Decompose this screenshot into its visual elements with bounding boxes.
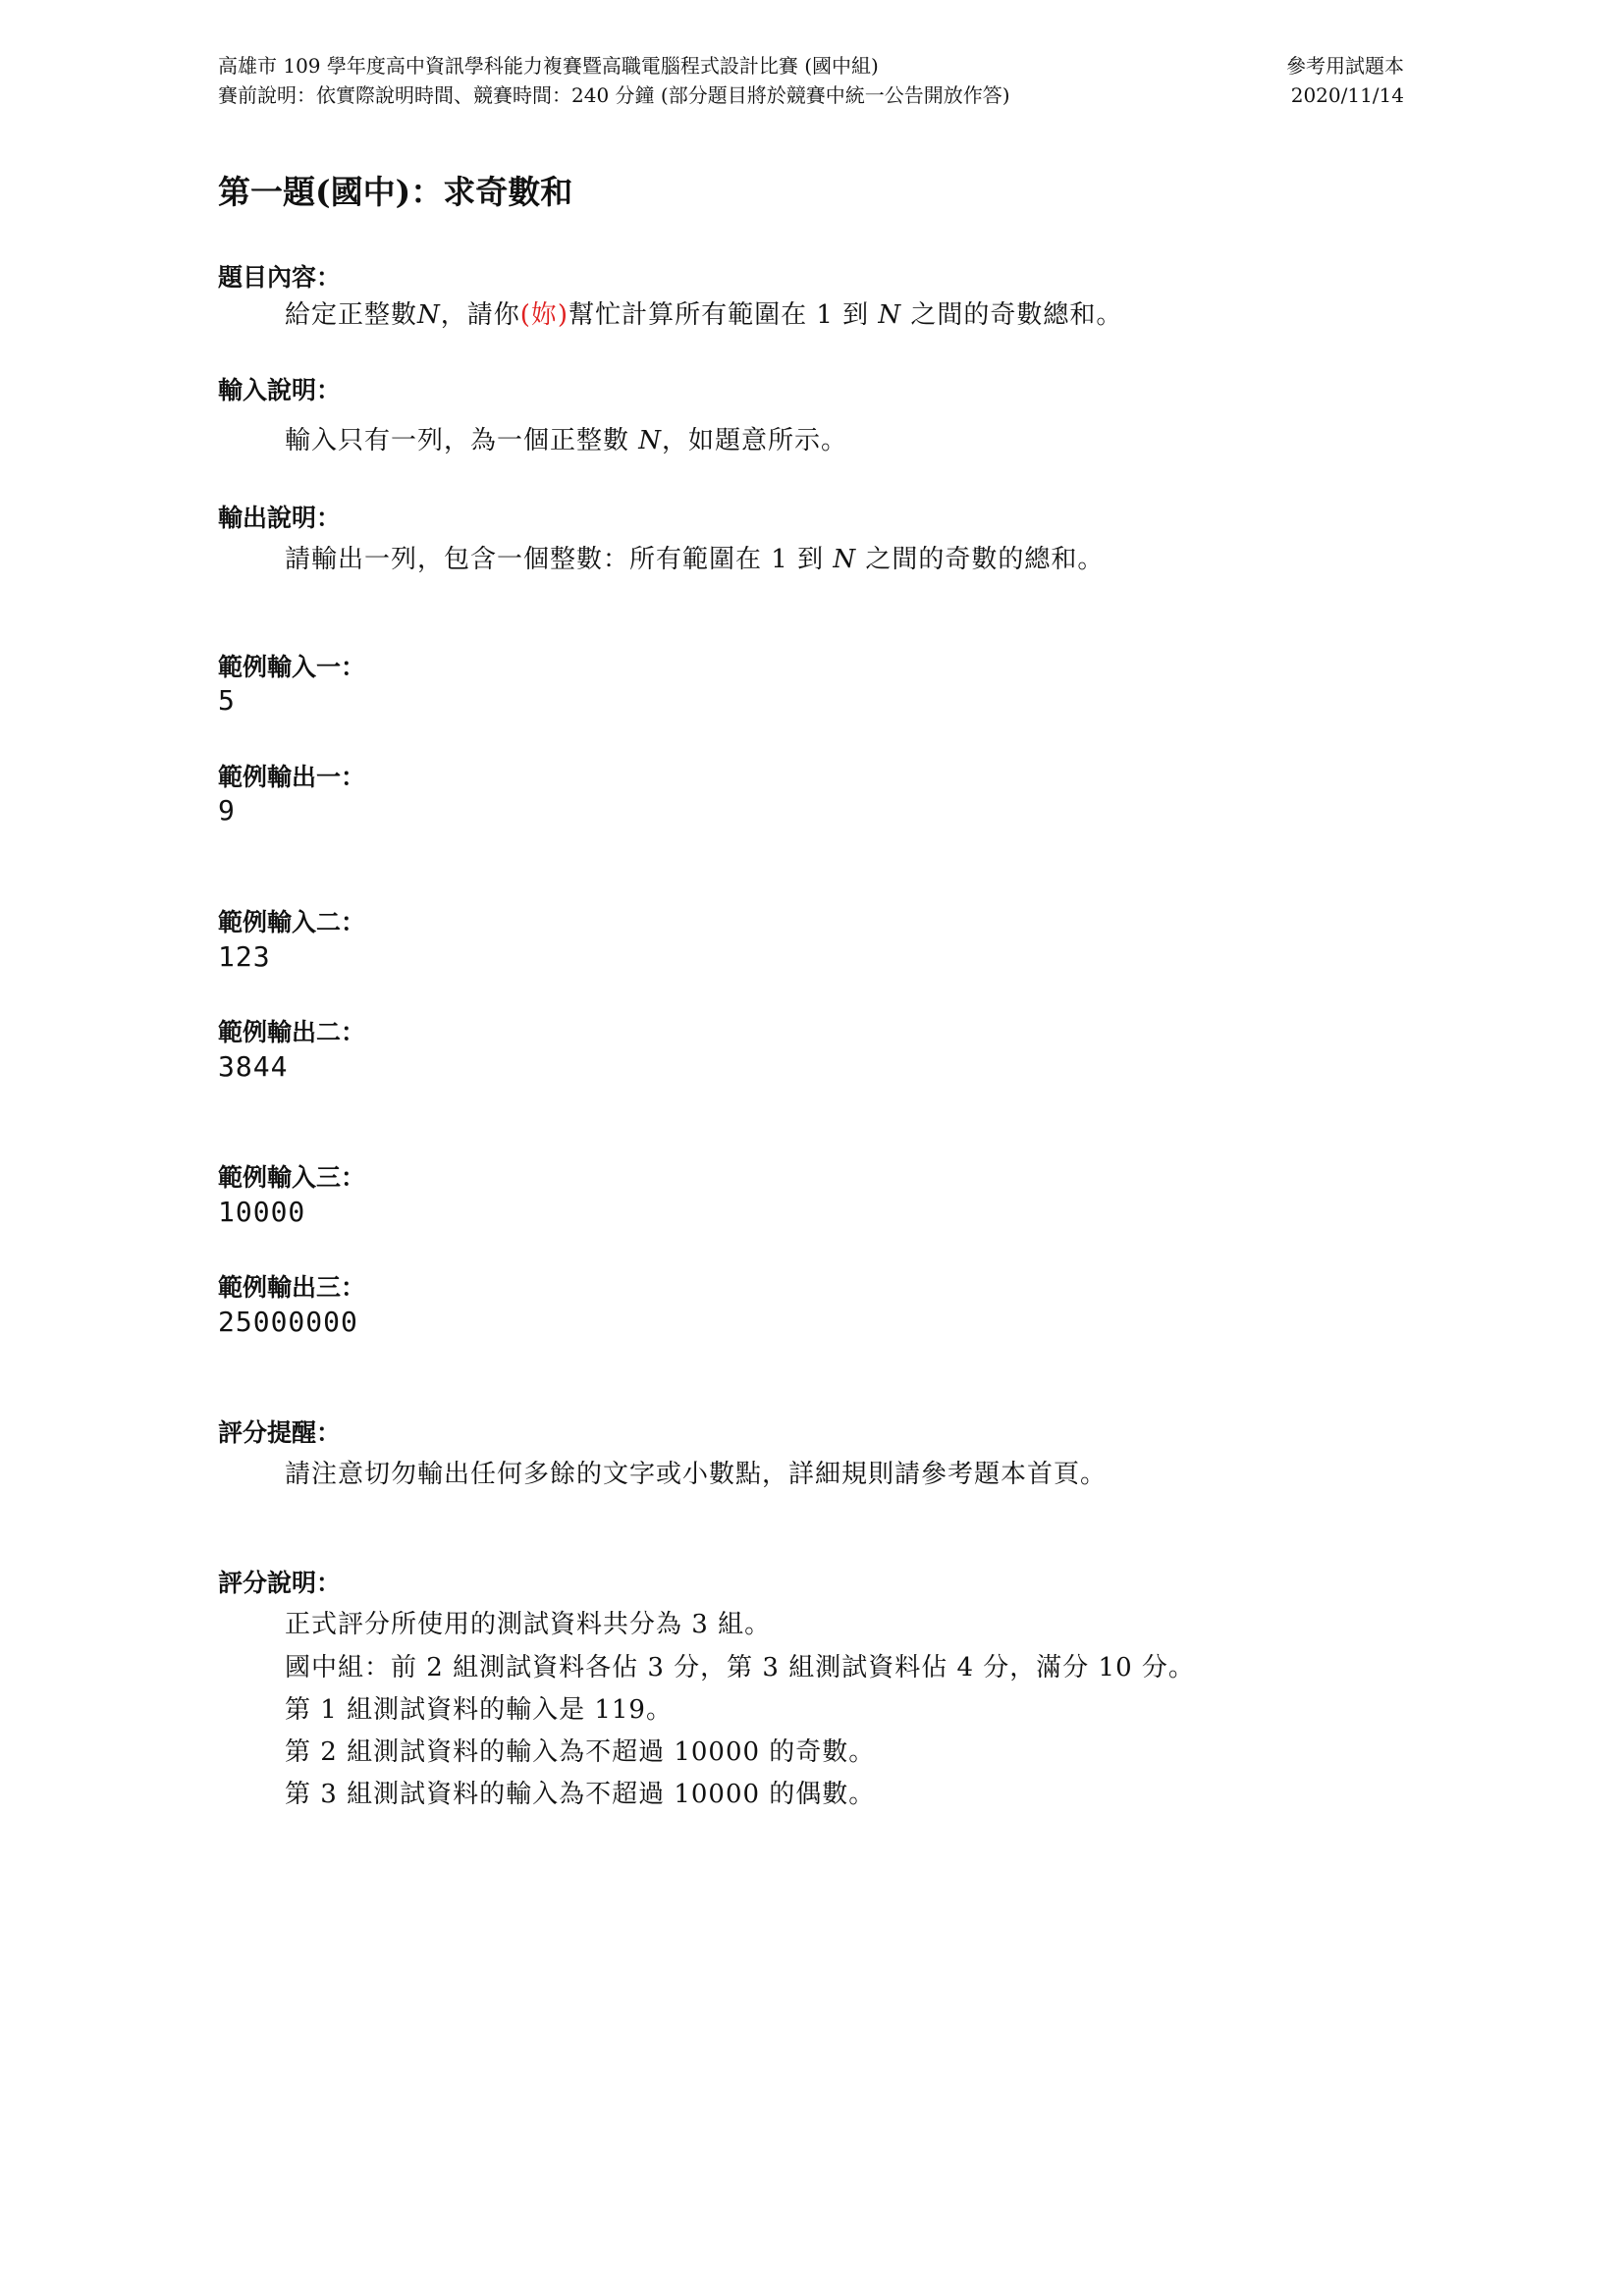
content-var-2: N [878,300,902,330]
sample-output-value: 3844 [218,1050,289,1083]
sample-input-value: 10000 [218,1196,306,1228]
scoring-heading: 評分說明： [218,1569,342,1597]
output-text-1: 請輸出一列，包含一個整數：所有範圍在 1 到 [285,545,834,574]
sample-input-value: 123 [218,940,271,973]
sample-output-heading: 範例輸出三： [218,1273,366,1302]
sample-input-heading: 範例輸入三： [218,1163,366,1192]
scoring-line: 正式評分所使用的測試資料共分為 3 組。 [285,1610,772,1639]
content-var-1: N [417,300,441,330]
scoring-line: 第 3 組測試資料的輸入為不超過 10000 的偶數。 [285,1780,876,1809]
reminder-heading: 評分提醒： [218,1418,342,1447]
reminder-text: 請注意切勿輸出任何多餘的文字或小數點，詳細規則請參考題本首頁。 [285,1460,1108,1489]
output-var: N [833,545,857,574]
sample-output-heading: 範例輸出二： [218,1018,366,1046]
content-text-4: 之間的奇數總和。 [901,300,1123,330]
output-paragraph [285,539,1104,575]
input-var: N [638,426,663,455]
output-heading: 輸出說明： [218,504,342,532]
sample-output-heading: 範例輸出一： [218,763,366,791]
scoring-line: 第 1 組測試資料的輸入是 119。 [285,1695,673,1725]
input-text-2: ，如題意所示。 [662,426,848,455]
sample-output-value: 9 [218,794,236,827]
header-contest-notes: 賽前說明：依實際說明時間、競賽時間：240 分鐘 (部分題目將於競賽中統一公告開放作答) [218,83,1010,107]
header-contest-title: 高雄市 109 學年度高中資訊學科能力複賽暨高職電腦程式設計比賽 (國中組) [218,54,879,78]
sample-input-value: 5 [218,684,236,717]
input-paragraph [285,420,847,456]
problem-title: 第一題(國中)：求奇數和 [218,173,573,211]
content-text-1: 給定正整數 [285,300,418,330]
sample-input-heading: 範例輸入二： [218,908,366,936]
scoring-line: 國中組：前 2 組測試資料各佔 3 分，第 3 組測試資料佔 4 分，滿分 10 分。 [285,1653,1195,1682]
scoring-line: 第 2 組測試資料的輸入為不超過 10000 的奇數。 [285,1737,876,1767]
input-text-1: 輸入只有一列，為一個正整數 [285,426,639,455]
output-text-2: 之間的奇數的總和。 [856,545,1105,574]
content-highlight: (妳) [519,300,569,330]
content-text-2: ，請你 [440,300,520,330]
content-heading: 題目內容： [218,263,342,292]
content-paragraph [285,294,1122,331]
sample-output-value: 25000000 [218,1306,358,1338]
input-heading: 輸入說明： [218,376,342,404]
header-booklet-label: 參考用試題本 [1286,54,1404,78]
header-date: 2020/11/14 [1290,83,1404,107]
content-text-3: 幫忙計算所有範圍在 1 到 [568,300,879,330]
sample-input-heading: 範例輸入一： [218,653,366,681]
